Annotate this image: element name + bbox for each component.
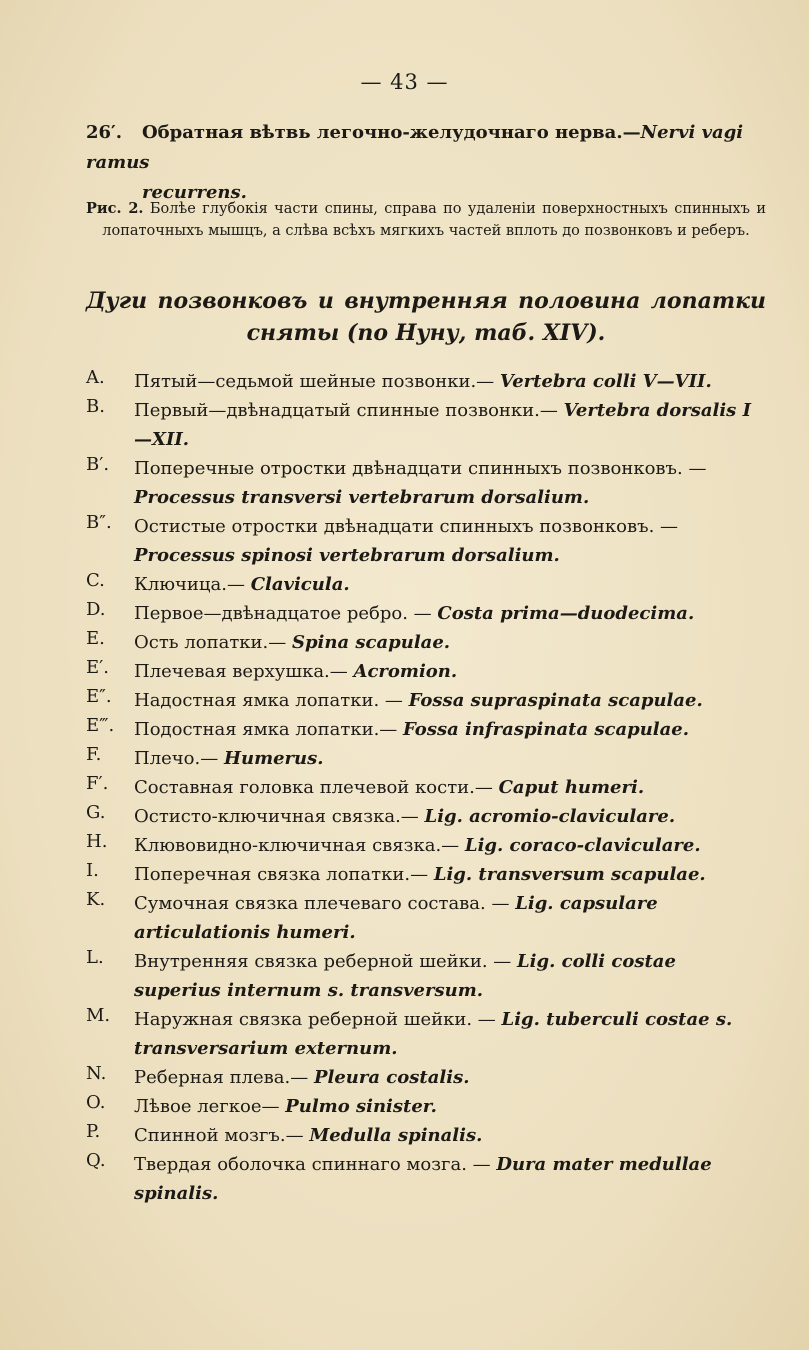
legend-item <box>86 802 766 831</box>
legend-latin: Lig. tuberculi costae s. transversarium externum. <box>134 1009 733 1059</box>
legend-letter: Q. <box>86 1150 106 1171</box>
legend-text <box>134 947 766 1005</box>
legend-text <box>134 744 766 773</box>
legend-letter: O. <box>86 1092 106 1113</box>
reference-26-russian: Обратная вѣтвь легочно-желудочнаго нерва.— <box>142 122 641 143</box>
legend-russian: Поперечные отростки двѣнадцати спинныхъ позвонковъ. — <box>134 458 707 479</box>
legend-letter: E′. <box>86 657 109 678</box>
legend-item <box>86 454 766 512</box>
legend-russian: Наружная связка реберной шейки. — <box>134 1009 502 1030</box>
legend-item <box>86 686 766 715</box>
legend-latin: Vertebra dorsalis I—XII. <box>134 400 751 450</box>
legend-russian: Составная головка плечевой кости.— <box>134 777 499 798</box>
legend-text <box>134 512 766 570</box>
legend-latin: Lig. acromio-claviculare. <box>424 806 676 827</box>
legend-item <box>86 947 766 1005</box>
legend-latin: Medulla spinalis. <box>309 1125 483 1146</box>
legend-russian: Остисто-ключичная связка.— <box>134 806 425 827</box>
legend-text <box>134 454 766 512</box>
legend-item <box>86 570 766 599</box>
legend-letter: A. <box>86 367 105 388</box>
legend-letter: I. <box>86 860 99 881</box>
legend-russian: Ключица.— <box>134 574 251 595</box>
legend-text <box>134 1121 766 1150</box>
legend-item <box>86 1150 766 1208</box>
legend-letter: E″. <box>86 686 112 707</box>
legend-russian: Внутренняя связка реберной шейки. — <box>134 951 518 972</box>
legend-item <box>86 657 766 686</box>
legend-latin: Lig. coraco-claviculare. <box>464 835 701 856</box>
legend-letter: F′. <box>86 773 109 794</box>
legend-letter: G. <box>86 802 106 823</box>
legend-latin: Vertebra colli V—VII. <box>499 371 712 392</box>
legend-text <box>134 1150 766 1208</box>
legend-letter: E. <box>86 628 105 649</box>
legend-letter: D. <box>86 599 106 620</box>
reference-26-number: 26′. <box>86 122 123 143</box>
legend-russian: Плечевая верхушка.— <box>134 661 354 682</box>
legend-text <box>134 686 766 715</box>
legend-latin: Fossa infraspinata scapulae. <box>403 719 690 740</box>
legend-item <box>86 396 766 454</box>
legend-letter: L. <box>86 947 104 968</box>
legend-latin: Dura mater medullae spinalis. <box>134 1154 712 1204</box>
reference-26 <box>86 118 766 208</box>
legend-latin: Spina scapulae. <box>291 632 451 653</box>
section-heading: Дуги позвонковъ и внутренняя половина лопатки сняты (по Нуну, таб. XIV). <box>86 288 766 346</box>
legend-letter: C. <box>86 570 105 591</box>
legend-letter: E‴. <box>86 715 115 736</box>
legend-letter: B′. <box>86 454 110 475</box>
legend-latin: Humerus. <box>223 748 324 769</box>
legend-russian: Реберная плева.— <box>134 1067 314 1088</box>
legend-text <box>134 599 766 628</box>
legend-text <box>134 773 766 802</box>
legend-text <box>134 1092 766 1121</box>
legend-russian: Плечо.— <box>134 748 224 769</box>
legend-item <box>86 831 766 860</box>
legend-item <box>86 715 766 744</box>
legend-latin: Processus transversi vertebrarum dorsalium. <box>134 487 590 508</box>
reference-26-latin: Nervi vagi ramus <box>86 122 744 173</box>
legend-latin: Processus spinosi vertebrarum dorsalium. <box>134 545 560 566</box>
legend-russian: Спинной мозгъ.— <box>134 1125 310 1146</box>
legend-item <box>86 367 766 396</box>
legend-item <box>86 1063 766 1092</box>
legend-text <box>134 628 766 657</box>
legend-text <box>134 831 766 860</box>
legend-latin: Lig. colli costae superius internum s. transversum. <box>134 951 676 1001</box>
legend-text <box>134 396 766 454</box>
legend-text <box>134 889 766 947</box>
legend-russian: Остистые отростки двѣнадцати спинныхъ позвонковъ. — <box>134 516 679 537</box>
legend-letter: H. <box>86 831 108 852</box>
legend-latin: Costa prima—duodecima. <box>437 603 695 624</box>
legend-list <box>86 367 766 1208</box>
legend-latin: Lig. transversum scapulae. <box>433 864 706 885</box>
legend-text <box>134 570 766 599</box>
legend-letter: K. <box>86 889 106 910</box>
legend-letter: P. <box>86 1121 101 1142</box>
figure-caption-text: Болѣе глубокія части спины, справа по удаленіи поверхностныхъ спинныхъ и лопаточныхъ мышцъ, а слѣва всѣхъ мягкихъ частей вплоть до позвонковъ и реберъ. <box>102 201 766 239</box>
legend-item <box>86 599 766 628</box>
page-number: — 43 — <box>360 70 449 94</box>
legend-latin: Clavicula. <box>250 574 350 595</box>
legend-item <box>86 773 766 802</box>
legend-item <box>86 512 766 570</box>
legend-russian: Поперечная связка лопатки.— <box>134 864 434 885</box>
legend-russian: Клювовидно-ключичная связка.— <box>134 835 465 856</box>
legend-letter: M. <box>86 1005 111 1026</box>
legend-russian: Надостная ямка лопатки. — <box>134 690 409 711</box>
legend-russian: Лѣвое легкое— <box>134 1096 286 1117</box>
legend-text <box>134 1063 766 1092</box>
legend-russian: Ость лопатки.— <box>134 632 292 653</box>
legend-latin: Acromion. <box>353 661 458 682</box>
legend-item <box>86 1092 766 1121</box>
legend-russian: Первое—двѣнадцатое ребро. — <box>134 603 438 624</box>
legend-latin: Caput humeri. <box>498 777 645 798</box>
figure-caption-lead: Рис. 2. <box>86 200 144 217</box>
legend-letter: B. <box>86 396 105 417</box>
legend-latin: Pleura costalis. <box>313 1067 470 1088</box>
legend-letter: N. <box>86 1063 107 1084</box>
legend-latin: Pulmo sinister. <box>285 1096 437 1117</box>
legend-letter: B″. <box>86 512 112 533</box>
legend-russian: Твердая оболочка спиннаго мозга. — <box>134 1154 497 1175</box>
legend-russian: Сумочная связка плечеваго состава. — <box>134 893 516 914</box>
figure-caption <box>86 198 766 242</box>
legend-text <box>134 860 766 889</box>
legend-item <box>86 860 766 889</box>
legend-text <box>134 1005 766 1063</box>
legend-item <box>86 628 766 657</box>
legend-item <box>86 889 766 947</box>
legend-latin: Lig. capsulare articulationis humeri. <box>134 893 658 943</box>
legend-item <box>86 1121 766 1150</box>
legend-item <box>86 1005 766 1063</box>
legend-russian: Пятый—седьмой шейные позвонки.— <box>134 371 500 392</box>
legend-letter: F. <box>86 744 102 765</box>
legend-text <box>134 367 766 396</box>
legend-item <box>86 744 766 773</box>
legend-text <box>134 715 766 744</box>
legend-russian: Подостная ямка лопатки.— <box>134 719 404 740</box>
reference-26-latin-cont: recurrens. <box>142 182 247 203</box>
legend-text <box>134 657 766 686</box>
legend-latin: Fossa supraspinata scapulae. <box>408 690 703 711</box>
legend-russian: Первый—двѣнадцатый спинные позвонки.— <box>134 400 564 421</box>
legend-text <box>134 802 766 831</box>
